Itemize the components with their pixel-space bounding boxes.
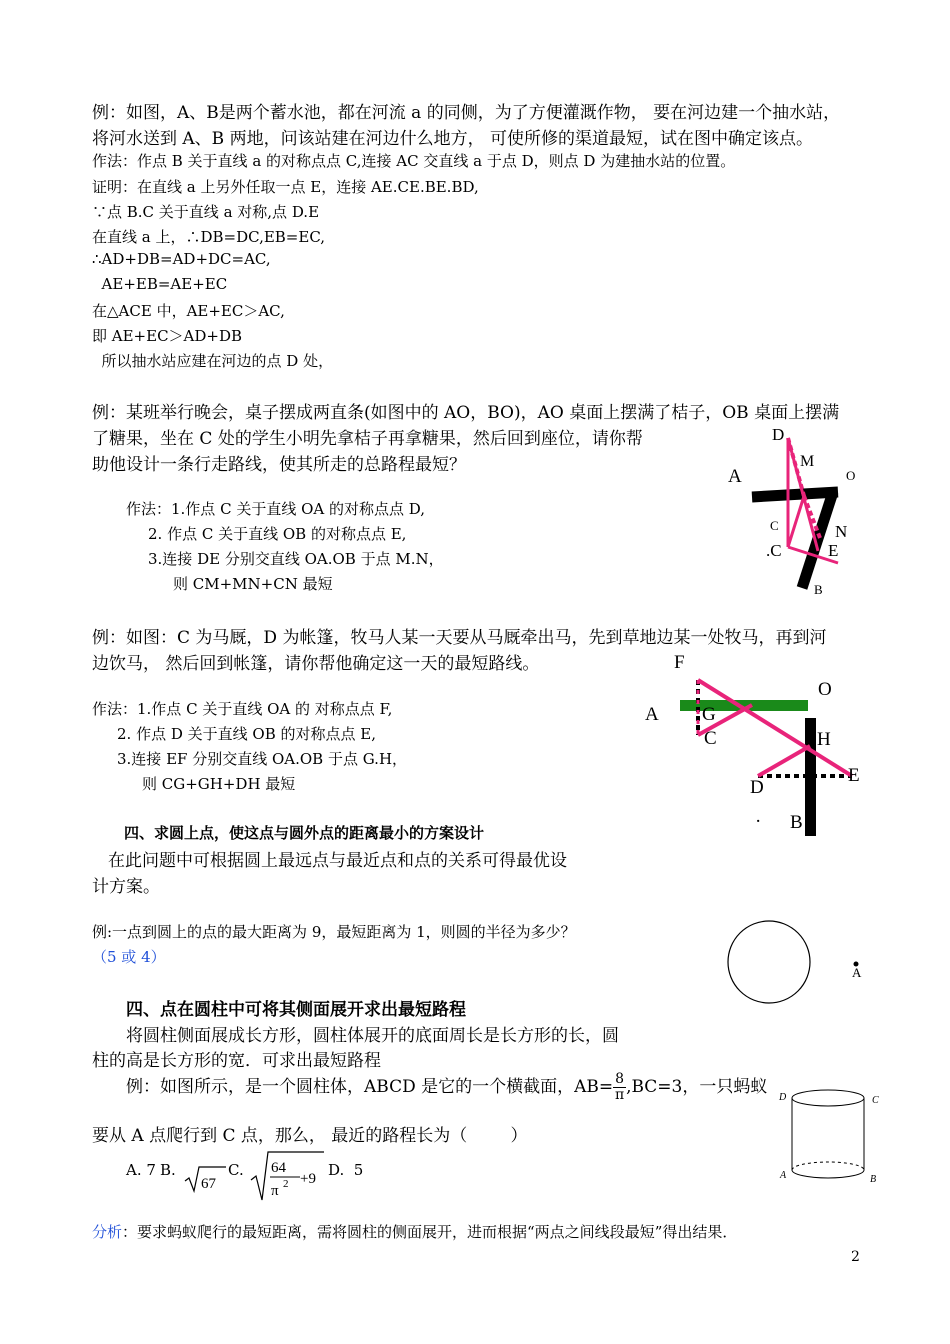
label-a: A: [645, 704, 659, 725]
ex1-line1: 例：如图，A、B是两个蓄水池，都在河流 a 的同侧，为了方便灌溉作物， 要在河边建一个抽水站，: [92, 103, 841, 123]
label-o: O: [846, 468, 856, 483]
sec4b-question: 要从 A 点爬行到 C 点，那么， 最近的路程长为（ ）: [92, 1126, 528, 1146]
label-e: E: [848, 765, 860, 786]
label-c: .C: [766, 541, 782, 560]
option-c-label: C.: [228, 1161, 244, 1179]
cylinder-figure: [776, 1078, 886, 1188]
table-ao: [752, 492, 838, 497]
analysis: [92, 1221, 737, 1242]
label-c-small: C: [770, 518, 779, 533]
label-a: A: [852, 965, 862, 980]
sec4b-example: [126, 1072, 767, 1103]
option-d: D. 5: [328, 1161, 364, 1179]
ex2-step-2: 2. 作点 C 关于直线 OB 的对称点点 E,: [148, 525, 407, 543]
ex1-proof-8: 所以抽水站应建在河边的点 D 处，: [92, 352, 334, 370]
option-c-num: 64: [271, 1160, 286, 1176]
ex3-step-2: 2. 作点 D 关于直线 OB 的对称点点 E,: [117, 725, 376, 743]
analysis-label: 分析: [92, 1223, 123, 1241]
ex1-proof-3: 在直线 a 上，∴DB=DC,EB=EC,: [92, 228, 326, 246]
ex2-step-1: 作法：1.作点 C 关于直线 OA 的对称点点 D,: [126, 500, 426, 518]
ex1-line2: 将河水送到 A、B 两地，问该站建在河边什么地方， 可使所修的渠道最短，试在图中确定该点。: [92, 129, 813, 149]
sec4a-line1: 在此问题中可根据圆上最远点与最近点和点的关系可得最优设: [108, 851, 567, 871]
ex3-line1: 例：如图：C 为马厩，D 为帐篷，牧马人某一天要从马厩牵出马，先到草地边某一处牧马，再到河: [92, 628, 827, 648]
option-c-exp: 2: [283, 1178, 289, 1190]
ex2-step-4: 则 CM+MN+CN 最短: [173, 575, 333, 593]
label-g: G: [702, 704, 716, 725]
cyl-bottom-front: [792, 1170, 864, 1178]
path-dh: [758, 746, 810, 776]
label-h: H: [817, 729, 831, 750]
label-f: F: [674, 652, 685, 673]
sec4a-example: 例:一点到圆上的点的最大距离为 9，最短距离为 1，则圆的半径为多少？: [92, 923, 576, 941]
ex2-line1: 例：某班举行晚会，桌子摆成两直条(如图中的 AO，BO)，AO 桌面上摆满了桔子，OB 桌面上摆满: [92, 403, 840, 423]
label-b: B: [790, 812, 803, 833]
ex1-proof-7: 即 AE+EC＞AD+DB: [92, 327, 243, 345]
ex1-proof-2: ∵点 B.C 关于直线 a 对称,点 D.E: [92, 203, 320, 221]
label-d: D: [750, 777, 764, 798]
label-a: A: [728, 466, 742, 487]
fraction-den: π: [615, 1087, 625, 1103]
label-c: C: [872, 1095, 879, 1106]
ex3-step-1: 作法：1.作点 C 关于直线 OA 的 对称点点 F,: [92, 700, 393, 718]
page-number: 2: [851, 1249, 860, 1265]
fraction-num: 8: [615, 1071, 625, 1087]
ex2-figure: [720, 420, 870, 605]
cyl-top: [792, 1090, 864, 1106]
ex3-step-3: 3.连接 EF 分别交直线 OA.OB 于点 G.H，: [117, 750, 408, 768]
option-b-label: B.: [160, 1161, 176, 1179]
option-c-plus: +9: [300, 1171, 316, 1187]
ex1-proof-1: 证明：在直线 a 上另外任取一点 E，连接 AE.CE.BE.BD,: [92, 178, 479, 196]
sec4a-heading: 四、求圆上点，使这点与圆外点的距离最小的方案设计: [124, 824, 485, 842]
option-b-radicand: 67: [201, 1176, 216, 1192]
path-cm: [788, 496, 804, 547]
ex1-proof-5: AE+EB=AE+EC: [92, 275, 228, 293]
label-a: A: [780, 1170, 787, 1181]
sec4a-line2: 计方案。: [92, 877, 160, 897]
ex1-proof-4: ∴AD+DB=AD+DC=AC,: [92, 250, 271, 268]
label-dot: ·: [755, 811, 762, 832]
sec4b-example-pre: 例：如图所示，是一个圆柱体，ABCD 是它的一个横截面，AB=: [126, 1077, 614, 1097]
ex2-line3: 助他设计一条行走路线，使其所走的总路程最短？: [92, 455, 466, 475]
ex1-method: 作法：作点 B 关于直线 a 的对称点点 C,连接 AC 交直线 a 于点 D，则点 D 为建抽水站的位置。: [92, 152, 736, 170]
label-o: O: [818, 679, 832, 700]
fraction-8-pi: [613, 1072, 626, 1103]
sec4b-line1: 将圆柱侧面展成长方形，圆柱体展开的底面周长是长方形的长，圆: [126, 1026, 619, 1046]
analysis-text: ：要求蚂蚁爬行的最短距离，需将圆柱的侧面展开，进而根据“两点之间线段最短”得出结果．: [122, 1223, 738, 1241]
circle-figure: [725, 918, 870, 1008]
label-e: E: [828, 541, 839, 560]
option-b-sqrt: [184, 1165, 228, 1193]
label-b: B: [814, 582, 823, 597]
sec4b-heading: 四、点在圆柱中可将其侧面展开求出最短路程: [126, 1000, 466, 1020]
label-m: M: [800, 453, 815, 470]
label-d: D: [772, 425, 785, 444]
sec4a-answer: （5 或 4）: [92, 948, 166, 966]
ex3-figure: [640, 650, 870, 840]
label-c: C: [704, 728, 717, 749]
sec4b-example-post: ,BC=3，一只蚂蚁: [626, 1077, 768, 1097]
label-b: B: [870, 1174, 877, 1185]
circle: [728, 921, 810, 1003]
option-c-sqrt: [250, 1150, 326, 1204]
option-c-den: π: [271, 1183, 279, 1199]
cyl-bottom-back: [792, 1162, 864, 1170]
ex2-line2: 了糖果，坐在 C 处的学生小明先拿桔子再拿糖果，然后回到座位，请你帮: [92, 429, 643, 449]
ex2-step-3: 3.连接 DE 分别交直线 OA.OB 于点 M.N，: [148, 550, 444, 568]
option-a: A. 7: [126, 1161, 156, 1179]
sec4b-line2: 柱的高是长方形的宽．可求出最短路程: [92, 1051, 381, 1071]
ex1-proof-6: 在△ACE 中，AE+EC＞AC,: [92, 302, 285, 320]
ex3-line2: 边饮马， 然后回到帐篷，请你帮他确定这一天的最短路线。: [92, 654, 540, 674]
label-d: D: [779, 1092, 787, 1103]
label-n: N: [835, 522, 848, 541]
ex3-step-4: 则 CG+GH+DH 最短: [142, 775, 296, 793]
